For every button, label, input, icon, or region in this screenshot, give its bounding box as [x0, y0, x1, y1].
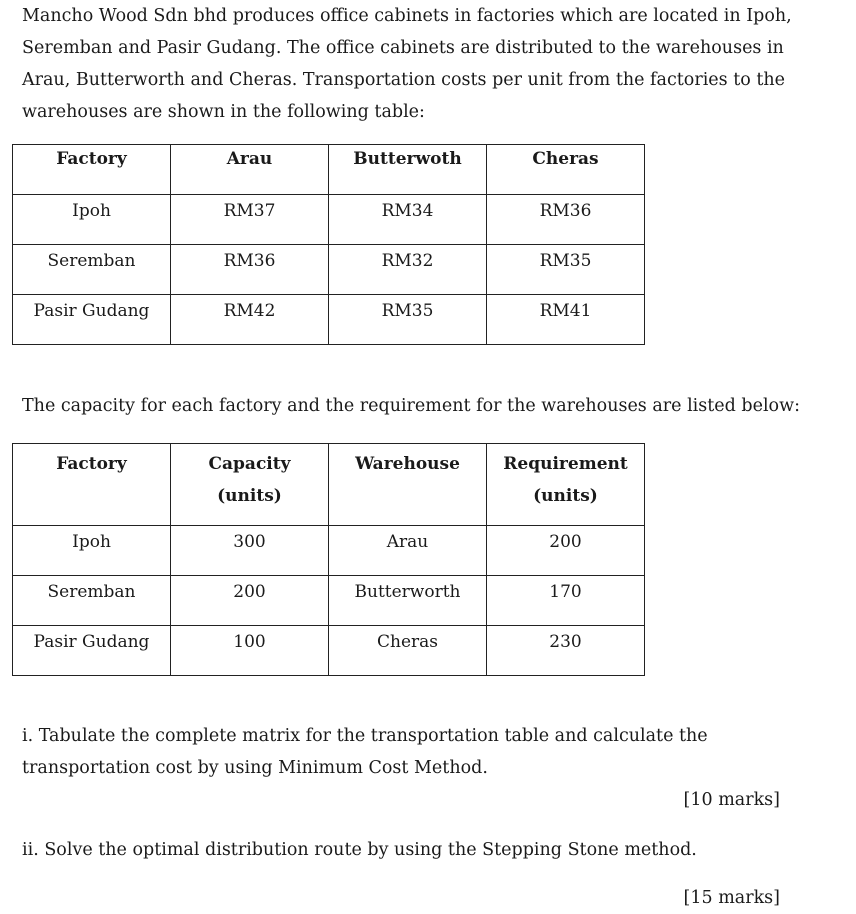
header-cell: Factory [13, 145, 171, 195]
table-row [13, 245, 645, 295]
table-row [13, 195, 645, 245]
table-header-row [13, 145, 645, 195]
question-1-marks: [10 marks] [683, 790, 780, 810]
header-cell: Requirement (units) [487, 444, 645, 526]
header-cell: Capacity (units) [171, 444, 329, 526]
question-2: ii. Solve the optimal distribution route by using the Stepping Stone method. [22, 840, 697, 860]
table-cell: RM34 [329, 195, 487, 245]
capacity-intro-paragraph: The capacity for each factory and the requirement for the warehouses are listed below: [22, 396, 800, 416]
table-cell: RM36 [171, 245, 329, 295]
table-cell: RM32 [329, 245, 487, 295]
question-1: i. Tabulate the complete matrix for the transportation table and calculate the transportation cost by using Minimum Cost Method. [22, 726, 708, 778]
table-cell: Ipoh [13, 526, 171, 576]
table-cell: 100 [171, 626, 329, 676]
intro-paragraph: Mancho Wood Sdn bhd produces office cabinets in factories which are located in Ipoh, Seremban and Pasir Gudang. The office cabinets are distributed to the warehouses in Arau, Butterworth and Cheras. Transportation costs per unit from the factories to the warehouses are shown in the following table: [22, 6, 792, 122]
header-cell: Butterwoth [329, 145, 487, 195]
table-cell: RM35 [487, 245, 645, 295]
table-cell: Pasir Gudang [13, 295, 171, 345]
header-cell: Warehouse [329, 444, 487, 526]
table-cell: 170 [487, 576, 645, 626]
table-cell: 200 [171, 576, 329, 626]
header-cell: Arau [171, 145, 329, 195]
capacity-requirement-table [12, 443, 645, 676]
table-cell: RM36 [487, 195, 645, 245]
table-cell: Cheras [329, 626, 487, 676]
table-cell: 200 [487, 526, 645, 576]
header-cell: Cheras [487, 145, 645, 195]
table-row [13, 295, 645, 345]
table-header-row [13, 444, 645, 526]
table-cell: Seremban [13, 576, 171, 626]
table-cell: Seremban [13, 245, 171, 295]
table-cell: Pasir Gudang [13, 626, 171, 676]
table-row [13, 576, 645, 626]
table-cell: Ipoh [13, 195, 171, 245]
table-cell: 300 [171, 526, 329, 576]
table-cell: 230 [487, 626, 645, 676]
table-cell: RM41 [487, 295, 645, 345]
header-cell: Factory [13, 444, 171, 526]
table-row [13, 526, 645, 576]
table-row [13, 626, 645, 676]
transport-cost-table [12, 144, 645, 345]
table-cell: RM37 [171, 195, 329, 245]
question-2-marks: [15 marks] [683, 888, 780, 908]
table-cell: Arau [329, 526, 487, 576]
table-cell: RM35 [329, 295, 487, 345]
table-cell: Butterworth [329, 576, 487, 626]
table-cell: RM42 [171, 295, 329, 345]
